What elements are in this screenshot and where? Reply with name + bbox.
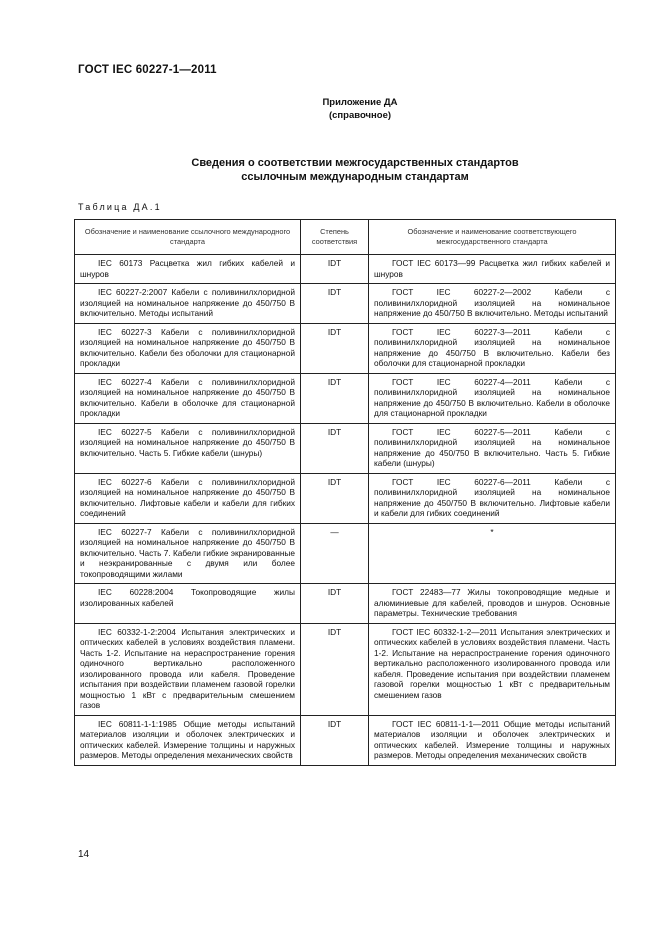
international-standard-cell: IEC 60228:2004 Токопроводящие жилы изолированных кабелей [75, 584, 301, 624]
international-standard-cell: IEC 60332-1-2:2004 Испытания электрических и оптических кабелей в условиях воздействия пламени. Часть 1-2. Испытание на нераспространение горения одиночного вертикально расположенного изолированного провода или кабеля. Проведение испытания при воздействии пламенем газовой горелки мощностью 1 кВт с предварительным смешением газов [75, 623, 301, 715]
section-title [120, 156, 590, 184]
degree-of-correspondence-cell: IDT [301, 284, 369, 324]
table-row [75, 623, 616, 715]
degree-of-correspondence-cell: IDT [301, 584, 369, 624]
international-standard-cell: IEC 60173 Расцветка жил гибких кабелей и шнуров [75, 255, 301, 284]
table-row [75, 715, 616, 765]
degree-of-correspondence-cell: IDT [301, 623, 369, 715]
table-body [75, 255, 616, 766]
section-title-line-2: ссылочным международным стандартам [241, 171, 469, 183]
interstate-standard-cell: ГОСТ IEC 60227-5—2011 Кабели с поливинилхлоридной изоляцией на номинальное напряжение до 450/750 В включительно. Часть 5. Гибкие кабели (шнуры) [369, 423, 616, 473]
standards-correspondence-table [74, 219, 616, 766]
interstate-standard-cell: ГОСТ IEC 60227-4—2011 Кабели с поливинилхлоридной изоляцией на номинальное напряжение до 450/750 В включительно. Кабели в оболочке для стационарной прокладки [369, 373, 616, 423]
table-row [75, 323, 616, 373]
interstate-standard-cell: ГОСТ 22483—77 Жилы токопроводящие медные и алюминиевые для кабелей, проводов и шнуров. Основные параметры. Технические требования [369, 584, 616, 624]
interstate-standard-cell: ГОСТ IEC 60227-6—2011 Кабели с поливинилхлоридной изоляцией на номинальное напряжение до 450/750 В включительно. Лифтовые кабели и кабели для гибких соединений [369, 473, 616, 523]
degree-of-correspondence-cell: IDT [301, 373, 369, 423]
table-caption: Таблица ДА.1 [78, 202, 162, 212]
degree-of-correspondence-cell: IDT [301, 715, 369, 765]
table-row [75, 473, 616, 523]
annex-heading [220, 96, 500, 122]
annex-subtitle: (справочное) [328, 110, 392, 121]
degree-of-correspondence-cell: IDT [301, 323, 369, 373]
table-row [75, 584, 616, 624]
annex-title: Приложение ДА [322, 97, 398, 108]
international-standard-cell: IEC 60227-4 Кабели с поливинилхлоридной изоляцией на номинальное напряжение до 450/750 В включительно. Кабели в оболочке для стационарной прокладки [75, 373, 301, 423]
section-title-line-1: Сведения о соответствии межгосударственных стандартов [191, 157, 519, 169]
international-standard-cell: IEC 60811-1-1:1985 Общие методы испытаний материалов изоляции и оболочек электрических и оптических кабелей. Измерение толщины и наружных размеров. Методы определения механических свойств [75, 715, 301, 765]
international-standard-cell: IEC 60227-5 Кабели с поливинилхлоридной изоляцией на номинальное напряжение до 450/750 В включительно. Часть 5. Гибкие кабели (шнуры) [75, 423, 301, 473]
table-row [75, 523, 616, 584]
degree-of-correspondence-cell: IDT [301, 423, 369, 473]
column-header-international: Обозначение и наименование ссылочного международного стандарта [75, 220, 301, 255]
international-standard-cell: IEC 60227-3 Кабели с поливинилхлоридной изоляцией на номинальное напряжение до 450/750 В включительно. Кабели без оболочки для стационарной прокладки [75, 323, 301, 373]
interstate-standard-cell: ГОСТ IEC 60811-1-1—2011 Общие методы испытаний материалов изоляции и оболочек электрических и оптических кабелей. Измерение толщины и наружных размеров. Методы определения механических свойств [369, 715, 616, 765]
international-standard-cell: IEC 60227-7 Кабели с поливинилхлоридной изоляцией на номинальное напряжение до 450/750 В включительно. Часть 7. Кабели гибкие экранированные и неэкранированные с двумя или более токопроводящими жилами [75, 523, 301, 584]
document-code-header: ГОСТ IEC 60227-1—2011 [78, 64, 217, 76]
table-row [75, 423, 616, 473]
page-number: 14 [78, 849, 90, 860]
interstate-standard-cell: * [369, 523, 616, 584]
interstate-standard-cell: ГОСТ IEC 60173—99 Расцветка жил гибких кабелей и шнуров [369, 255, 616, 284]
degree-of-correspondence-cell: IDT [301, 255, 369, 284]
interstate-standard-cell: ГОСТ IEC 60227-2—2002 Кабели с поливинилхлоридной изоляцией на номинальное напряжение до 450/750 В включительно. Методы испытаний [369, 284, 616, 324]
international-standard-cell: IEC 60227-6 Кабели с поливинилхлоридной изоляцией на номинальное напряжение до 450/750 В включительно. Лифтовые кабели и кабели для гибких соединений [75, 473, 301, 523]
degree-of-correspondence-cell: IDT [301, 473, 369, 523]
column-header-degree: Степень соответствия [301, 220, 369, 255]
interstate-standard-cell: ГОСТ IEC 60332-1-2—2011 Испытания электрических и оптических кабелей в условиях воздействия пламени. Часть 1-2. Испытание на нераспространение горения одиночного вертикально расположенного изолированного провода или кабеля. Проведение испытания при воздействии пламенем газовой горелки мощностью 1 кВт с предварительным смешением газов [369, 623, 616, 715]
interstate-standard-cell: ГОСТ IEC 60227-3—2011 Кабели с поливинилхлоридной изоляцией на номинальное напряжение до 450/750 В включительно. Кабели без оболочки для стационарной прокладки [369, 323, 616, 373]
table-row [75, 373, 616, 423]
table-row [75, 284, 616, 324]
table-row [75, 255, 616, 284]
degree-of-correspondence-cell: — [301, 523, 369, 584]
international-standard-cell: IEC 60227-2:2007 Кабели с поливинилхлоридной изоляцией на номинальное напряжение до 450/750 В включительно. Методы испытаний [75, 284, 301, 324]
column-header-interstate: Обозначение и наименование соответствующего межгосударственного стандарта [369, 220, 616, 255]
table-header-row [75, 220, 616, 255]
